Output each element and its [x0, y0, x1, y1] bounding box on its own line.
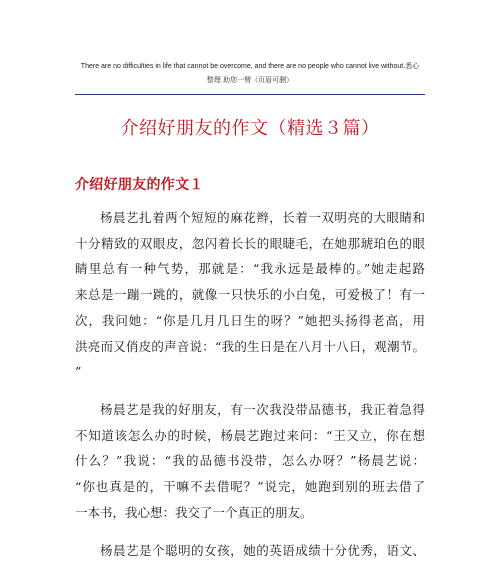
paragraph-line: 一本书，我心想：我交了一个真正的朋友。	[75, 504, 313, 520]
header-divider	[75, 94, 425, 95]
paragraph-line: 杨晨艺是个聪明的女孩，她的英语成绩十分优秀，语文、	[100, 543, 425, 558]
paragraph-line: 十分精致的双眼皮，忽闪着长长的眼睫毛，在她那琥珀色的眼	[75, 235, 425, 251]
header-motto: There are no difficulties in life that cannot be overcome, and there are no people who cannot live without.悉心	[80, 63, 420, 70]
paragraph-1	[75, 205, 425, 385]
paragraph-line: 洪亮而又俏皮的声音说：“我的生日是在八月十八日，观潮节。	[75, 338, 425, 354]
paragraph-line: 来总是一蹦一跳的，就像一只快乐的小白兔，可爱极了！有一	[75, 287, 425, 303]
paragraph-line: 什么？”我说：“我的品德书没带，怎么办呀？”杨晨艺说：	[75, 453, 425, 469]
paragraph-line: ”	[75, 364, 82, 380]
section-heading: 介绍好朋友的作文１	[75, 177, 204, 193]
paragraph-line: 次，我问她：“你是几月几日生的呀？”她把头扬得老高，用	[75, 312, 425, 328]
header-subline: 整理 助您一臂（页眉可删）	[206, 76, 294, 84]
paragraph-line: 杨晨艺是我的好朋友，有一次我没带品德书，我正着急得	[100, 402, 425, 417]
paragraph-2	[75, 397, 425, 526]
paragraph-3	[75, 538, 425, 564]
document-title: 介绍好朋友的作文（精选３篇）	[120, 118, 380, 139]
paragraph-line: “你也真是的，干嘛不去借呢？”说完，她跑到别的班去借了	[75, 479, 425, 495]
paragraph-line: 杨晨艺扎着两个短短的麻花辫，长着一双明亮的大眼睛和	[100, 210, 425, 225]
paragraph-line: 睛里总有一种气势，那就是：“我永远是最棒的。”她走起路	[75, 261, 425, 277]
paragraph-line: 不知道该怎么办的时候，杨晨艺跑过来问：“王又立，你在想	[75, 427, 425, 443]
